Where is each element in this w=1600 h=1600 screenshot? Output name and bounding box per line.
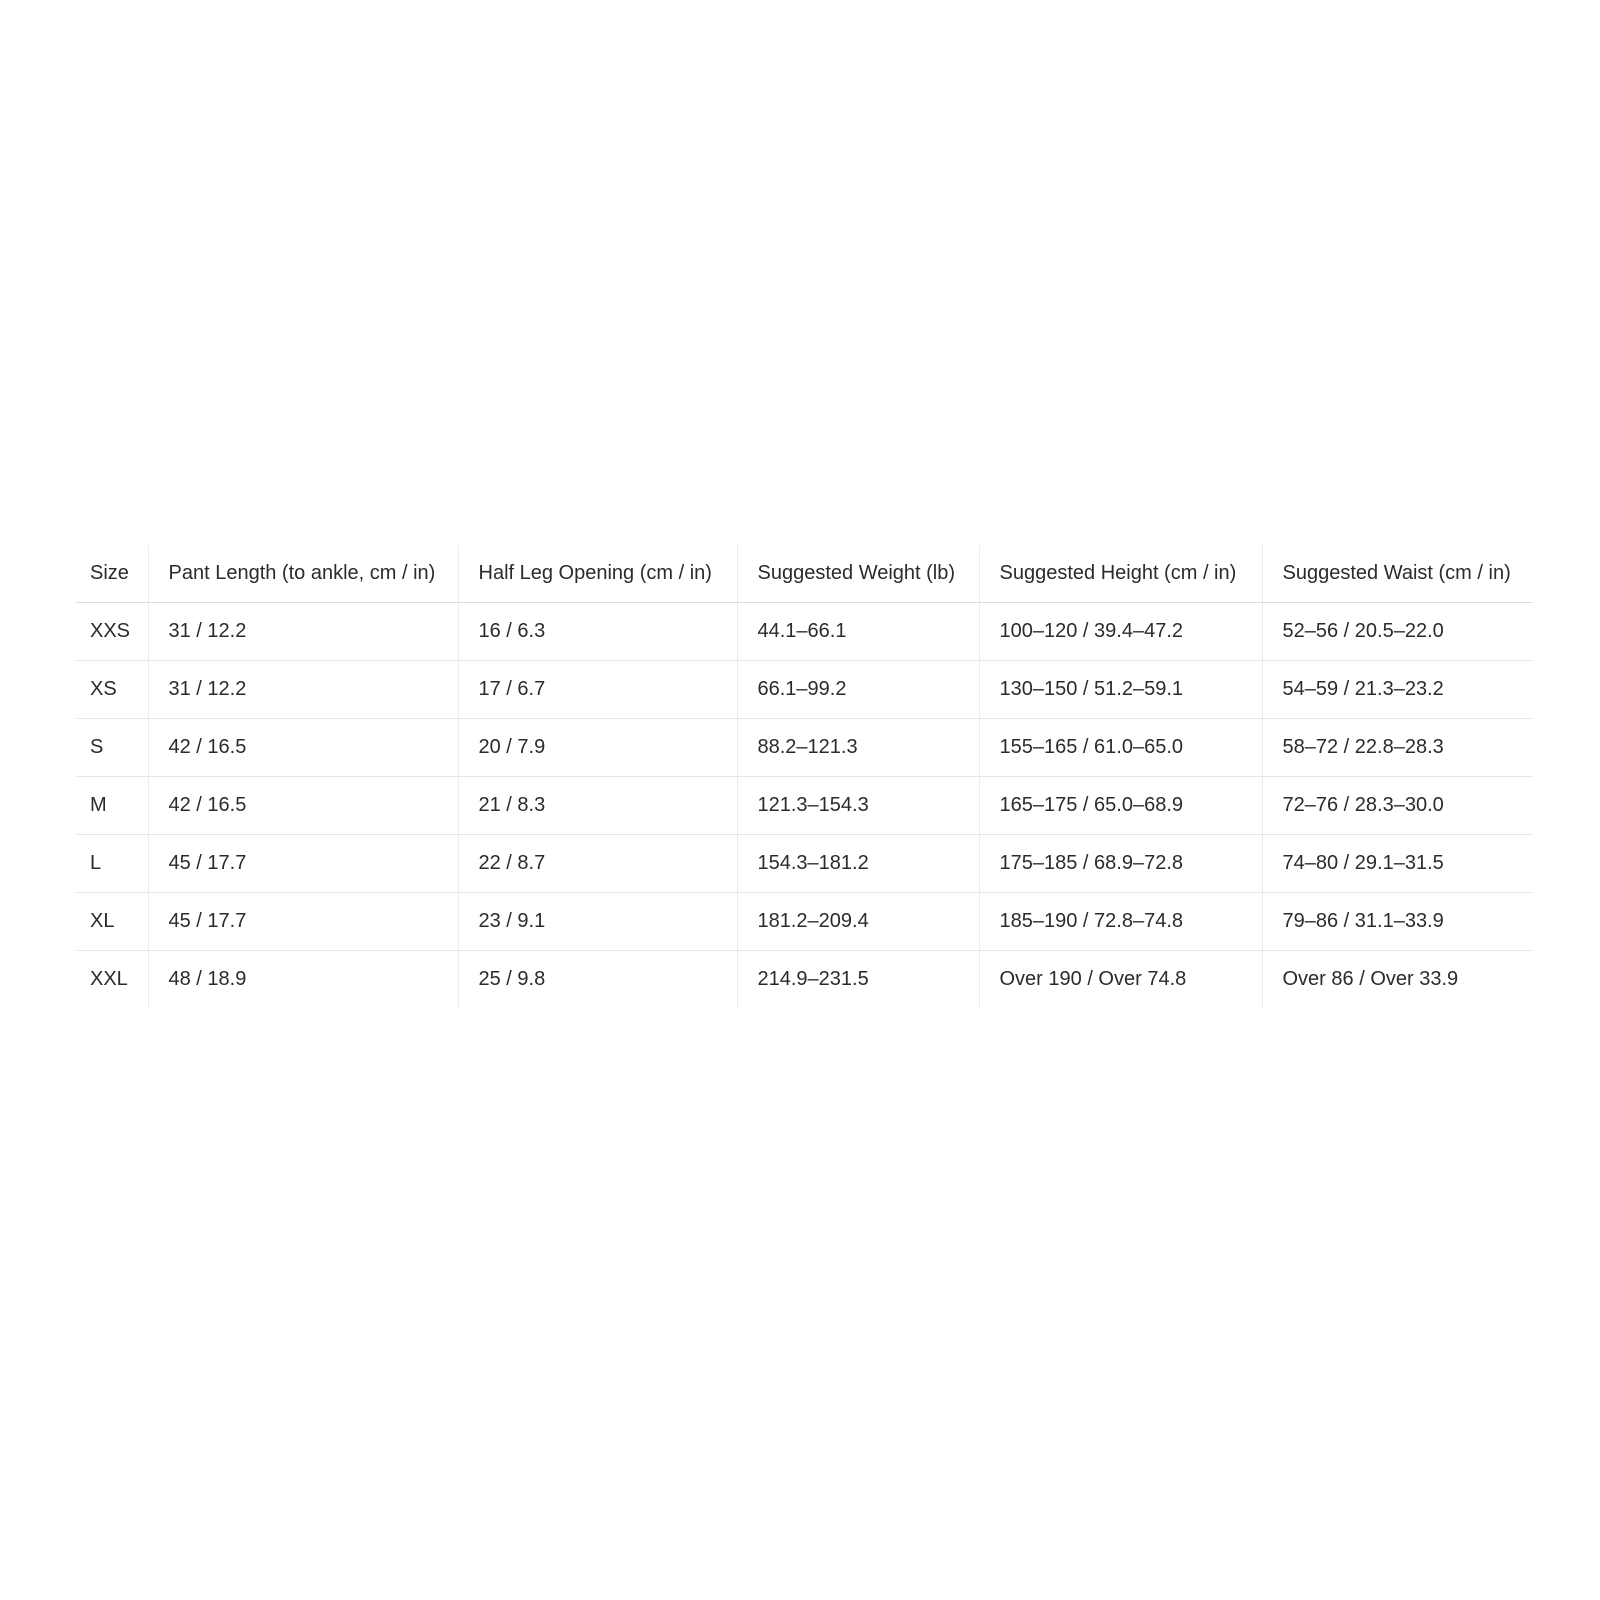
cell-suggested-waist: 54–59 / 21.3–23.2 (1262, 661, 1533, 719)
header-suggested-weight: Suggested Weight (lb) (737, 545, 979, 603)
cell-suggested-weight: 66.1–99.2 (737, 661, 979, 719)
cell-suggested-height: Over 190 / Over 74.8 (979, 951, 1262, 1009)
cell-half-leg-opening: 17 / 6.7 (458, 661, 737, 719)
cell-size: L (76, 835, 148, 893)
cell-suggested-waist: 74–80 / 29.1–31.5 (1262, 835, 1533, 893)
header-half-leg-opening: Half Leg Opening (cm / in) (458, 545, 737, 603)
table-row (76, 777, 1533, 835)
cell-suggested-weight: 181.2–209.4 (737, 893, 979, 951)
cell-pant-length: 31 / 12.2 (148, 603, 458, 661)
cell-suggested-waist: 52–56 / 20.5–22.0 (1262, 603, 1533, 661)
cell-pant-length: 42 / 16.5 (148, 719, 458, 777)
cell-suggested-waist: 72–76 / 28.3–30.0 (1262, 777, 1533, 835)
cell-size: S (76, 719, 148, 777)
cell-half-leg-opening: 23 / 9.1 (458, 893, 737, 951)
cell-suggested-waist: Over 86 / Over 33.9 (1262, 951, 1533, 1009)
cell-half-leg-opening: 25 / 9.8 (458, 951, 737, 1009)
cell-size: XXL (90, 968, 128, 990)
cell-size: XS (76, 661, 148, 719)
cell-half-leg-opening: 21 / 8.3 (458, 777, 737, 835)
cell-pant-length: 48 / 18.9 (148, 951, 458, 1009)
table-row (76, 661, 1533, 719)
cell-suggested-weight: 88.2–121.3 (737, 719, 979, 777)
header-suggested-height: Suggested Height (cm / in) (979, 545, 1262, 603)
table-row (76, 951, 1533, 1009)
cell-suggested-height: 130–150 / 51.2–59.1 (979, 661, 1262, 719)
cell-suggested-weight: 44.1–66.1 (737, 603, 979, 661)
table-row (76, 893, 1533, 951)
cell-half-leg-opening: 16 / 6.3 (458, 603, 737, 661)
header-row (76, 545, 1533, 603)
cell-suggested-waist: 79–86 / 31.1–33.9 (1262, 893, 1533, 951)
cell-suggested-weight: 121.3–154.3 (737, 777, 979, 835)
cell-suggested-waist: 58–72 / 22.8–28.3 (1262, 719, 1533, 777)
table-row (76, 835, 1533, 893)
table-row (76, 603, 1533, 661)
cell-half-leg-opening: 20 / 7.9 (458, 719, 737, 777)
table-row (76, 719, 1533, 777)
cell-size: XXS (76, 603, 148, 661)
header-size: Size (76, 545, 148, 603)
cell-size: XL (76, 893, 148, 951)
cell-suggested-height: 100–120 / 39.4–47.2 (979, 603, 1262, 661)
cell-pant-length: 45 / 17.7 (148, 835, 458, 893)
cell-pant-length: 42 / 16.5 (148, 777, 458, 835)
cell-size: M (76, 777, 148, 835)
header-suggested-waist: Suggested Waist (cm / in) (1262, 545, 1533, 603)
cell-suggested-weight: 154.3–181.2 (737, 835, 979, 893)
cell-suggested-height: 165–175 / 65.0–68.9 (979, 777, 1262, 835)
cell-suggested-height: 185–190 / 72.8–74.8 (979, 893, 1262, 951)
cell-half-leg-opening: 22 / 8.7 (458, 835, 737, 893)
cell-suggested-weight: 214.9–231.5 (737, 951, 979, 1009)
cell-pant-length: 45 / 17.7 (148, 893, 458, 951)
cell-pant-length: 31 / 12.2 (148, 661, 458, 719)
size-chart-table (76, 545, 1533, 1008)
header-pant-length: Pant Length (to ankle, cm / in) (148, 545, 458, 603)
cell-suggested-height: 175–185 / 68.9–72.8 (979, 835, 1262, 893)
cell-suggested-height: 155–165 / 61.0–65.0 (979, 719, 1262, 777)
